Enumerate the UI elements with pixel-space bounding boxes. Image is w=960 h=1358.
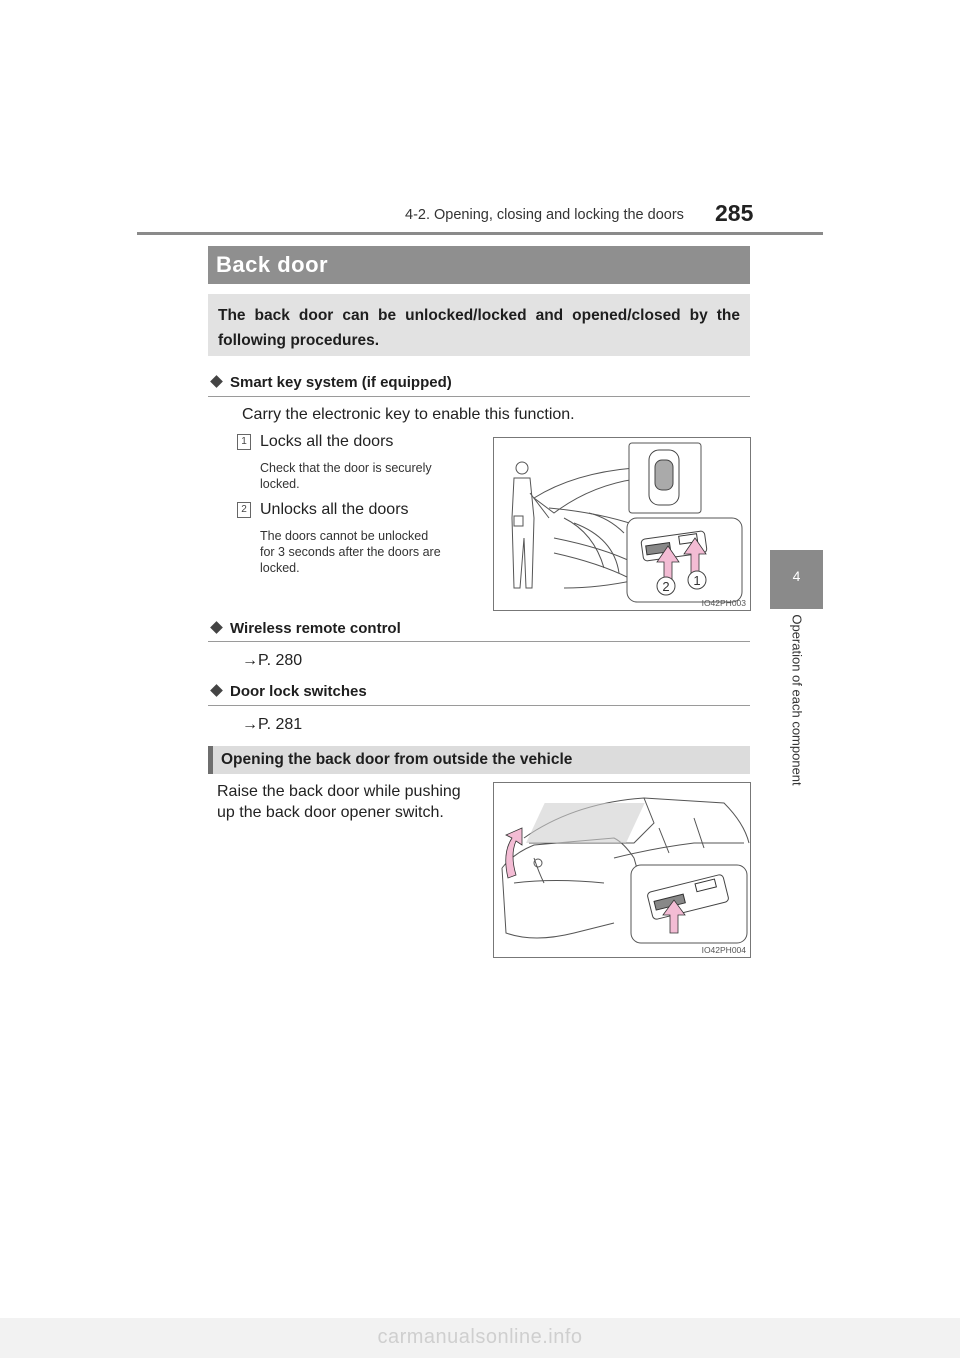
smart-key-description: Carry the electronic key to enable this function. [242, 406, 575, 423]
step-number-badge: 2 [237, 502, 251, 518]
wireless-remote-reference[interactable] [242, 652, 302, 670]
smart-key-figure [493, 437, 751, 611]
step-2-note-line: for 3 seconds after the doors are [260, 545, 441, 559]
diamond-bullet-icon [210, 621, 223, 634]
heading-accent [208, 746, 213, 774]
step-2-note-line: The doors cannot be unlocked [260, 529, 429, 543]
chapter-title-vertical [747, 585, 847, 815]
wireless-remote-heading [208, 620, 401, 637]
callout-2-label: 2 [662, 579, 670, 594]
intro-text: The back door can be unlocked/locked and opened/closed by the following procedures. [218, 307, 740, 349]
back-door-figure [493, 782, 751, 958]
page-number: 285 [715, 200, 754, 226]
opening-heading-bar [208, 746, 750, 774]
opening-text-line: Raise the back door while pushing [217, 783, 461, 800]
step-1-title: Locks all the doors [260, 433, 394, 450]
opening-text-line: up the back door opener switch. [217, 804, 444, 821]
door-lock-switches-heading [208, 683, 367, 700]
chapter-title: Operation of each component [789, 614, 805, 786]
step-2-note-line: locked. [260, 561, 300, 575]
arrow-right-icon: → [242, 652, 258, 669]
door-lock-switches-page-ref: P. 281 [258, 716, 303, 733]
diamond-bullet-icon [210, 375, 223, 388]
watermark-bar [0, 1318, 960, 1358]
section-title: Back door [216, 252, 329, 277]
header-divider [137, 232, 823, 235]
step-1-note-line: Check that the door is securely [260, 461, 432, 475]
back-door-illustration [494, 783, 750, 957]
door-lock-switches-reference[interactable] [242, 716, 302, 734]
door-lock-switches-heading-text: Door lock switches [230, 683, 367, 700]
smart-key-illustration [494, 438, 750, 610]
diamond-bullet-icon [210, 684, 223, 697]
opening-heading: Opening the back door from outside the vehicle [221, 751, 573, 768]
wireless-remote-page-ref: P. 280 [258, 652, 303, 669]
door-lock-switches-divider [208, 705, 750, 706]
smart-key-divider [208, 396, 750, 397]
step-1-note-line: locked. [260, 477, 300, 491]
section-title-bar [208, 246, 750, 284]
intro-box [208, 294, 750, 356]
section-header: 4-2. Opening, closing and locking the doors [405, 207, 684, 223]
arrow-right-icon: → [242, 716, 258, 733]
smart-key-heading [208, 374, 452, 391]
step-number-badge: 1 [237, 434, 251, 450]
step-2-title: Unlocks all the doors [260, 501, 409, 518]
figure-code: IO42PH004 [701, 945, 746, 955]
wireless-remote-divider [208, 641, 750, 642]
figure-code: IO42PH003 [701, 598, 746, 608]
smart-key-heading-text: Smart key system (if equipped) [230, 374, 452, 391]
chapter-number: 4 [792, 568, 801, 584]
callout-1-label: 1 [693, 573, 701, 588]
wireless-remote-heading-text: Wireless remote control [230, 620, 401, 637]
watermark-text: carmanualsonline.info [377, 1326, 583, 1348]
